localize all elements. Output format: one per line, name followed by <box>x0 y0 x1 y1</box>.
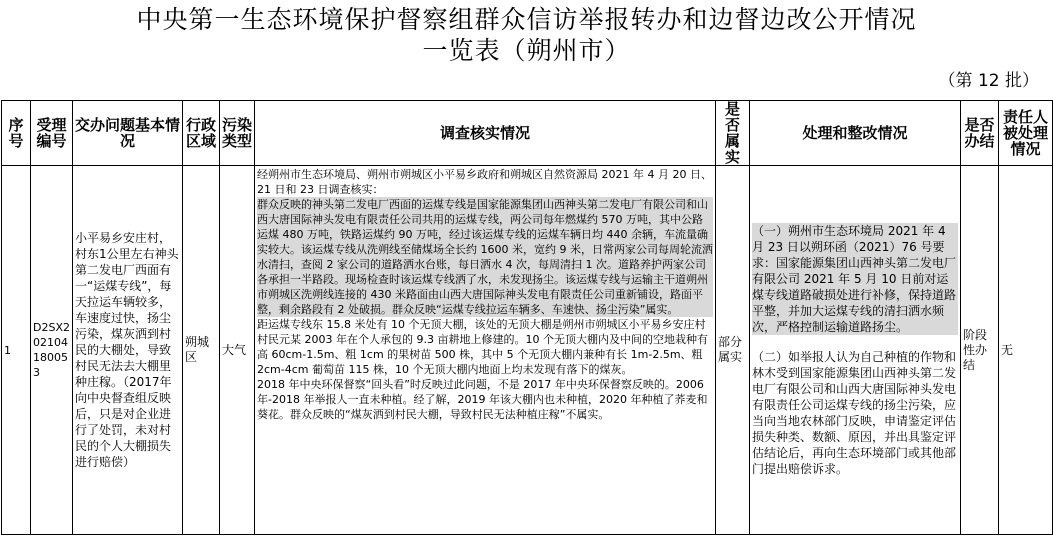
header-region: 行政区域 <box>183 101 220 166</box>
batch-label: （第 12 批） <box>938 71 1039 91</box>
handling-gap <box>752 335 958 349</box>
header-handling: 处理和整改情况 <box>750 101 961 166</box>
cell-region: 朔城区 <box>183 166 220 535</box>
investigation-para-3: 距运煤专线东 15.8 米处有 10 个无顶大棚，该处的无顶大棚是朔州市朔城区小平易乡安庄村村民元某 2003 年在个人承包的 9.3 亩耕地上修建的。10 个无顶大棚内及中间的空地栽种有高 60cm-1.5m、粗 1cm 的果树苗 500 株，其中 5 个无顶大棚内兼种有长 1m-2.5m、粗 2cm-4cm 葡萄苗 115 株，10 个无顶大棚内地面上均未发现有落下的煤灰。 <box>257 318 708 376</box>
investigation-para-1: 经朔州市生态环境局、朔州市朔城区小平易乡政府和朔城区自然资源局 2021 年 4 月 20 日、21 日和 23 日调查核实： <box>257 168 712 196</box>
page-title <box>0 4 1053 66</box>
investigation-para-4: 2018 年中央环保督察“回头看”时反映过此问题，不是 2017 年中央环保督察反映的。2006 年-2018 年举报人一直未种植。经了解，2019 年该大棚内也未种植，2020 年种植了荞麦和葵花。群众反映的“煤灰洒到村民大棚，导致村民无法种植庄稼”不属实。 <box>257 378 708 421</box>
cell-accountability: 无 <box>999 166 1053 535</box>
investigation-para-2: 群众反映的神头第二发电厂西面的运煤专线是国家能源集团山西神头第二发电厂有限公司和山西大唐国际神头发电有限责任公司共用的运煤专线，两公司每年燃煤约 570 万吨，其中公路运煤 480 万吨，铁路运煤约 90 万吨，经过该运煤专线的运煤车辆日均 440 余辆，车流量确实较大。该运煤专线从洗朔线至储煤场全长约 1600 米，宽约 9 米，日常两家公司每周轮流洒水清扫，查阅 2 家公司的道路洒水台账，每日洒水 4 次，每周清扫 1 次。道路养护两家公司各承担一半路段。现场检查时该运煤专线洒了水，未发现扬尘。该运煤专线与运输主干道朔州市朔城区洗朔线连接的 430 米路面由山西大唐国际神头发电有限责任公司重新铺设，路面平整，剩余路段有 2 处破损。群众反映“运煤专线拉运车辆多、车速快、扬尘污染”属实。 <box>257 198 713 316</box>
cell-issue: 小平易乡安庄村，村东1公里左右神头第二发电厂西面有一“运煤专线”，每天拉运车辆较多，车速度过快，扬尘污染，煤灰洒到村民的大棚处，导致村民无法去大棚里种庄稼。（2017年向中央督查组反映后，只是对企业进行了处罚，未对村民的个人大棚损失进行赔偿） <box>73 166 183 535</box>
handling-para-1: （一）朔州市生态环境局 2021 年 4 月 23 日以朔环函（2021）76 号要求：国家能源集团山西神头第二发电厂有限公司 2021 年 5 月 10 日前对运煤专线道路破损处进行补修，保持道路平整，并加大运煤专线的清扫洒水频次，严格控制运输道路扬尘。 <box>752 224 957 334</box>
cell-pollution: 大气 <box>220 166 255 535</box>
header-investigation: 调查核实情况 <box>255 101 716 166</box>
table-row <box>2 166 1053 535</box>
handling-para-2: （二）如举报人认为自己种植的作物和林木受到国家能源集团山西神头第二发电厂有限公司和山西大唐国际神头发电有限责任公司运煤专线的扬尘污染，应当向当地农林部门反映，申请鉴定评估损失种类、数额、原因，并出具鉴定评估结论后，再向生态环境部门或其他部门提出赔偿诉求。 <box>752 350 957 476</box>
cell-handling <box>750 166 961 535</box>
cell-verified: 部分属实 <box>716 166 750 535</box>
cell-investigation <box>255 166 716 535</box>
header-verified: 是否属实 <box>716 101 750 166</box>
header-seq: 序号 <box>2 101 31 166</box>
header-accountability: 责任人被处理情况 <box>999 101 1053 166</box>
cell-closed: 阶段性办结 <box>961 166 999 535</box>
cell-id: D2SX202104180053 <box>31 166 73 535</box>
title-line-2: 一览表（朔州市） <box>422 36 631 65</box>
header-closed: 是否办结 <box>961 101 999 166</box>
title-line-1: 中央第一生态环境保护督察组群众信访举报转办和边督边改公开情况 <box>136 5 917 34</box>
header-pollution: 污染类型 <box>220 101 255 166</box>
report-table <box>1 100 1053 535</box>
header-id: 受理编号 <box>31 101 73 166</box>
header-row <box>2 101 1053 166</box>
cell-seq: 1 <box>2 166 31 535</box>
header-issue: 交办问题基本情况 <box>73 101 183 166</box>
